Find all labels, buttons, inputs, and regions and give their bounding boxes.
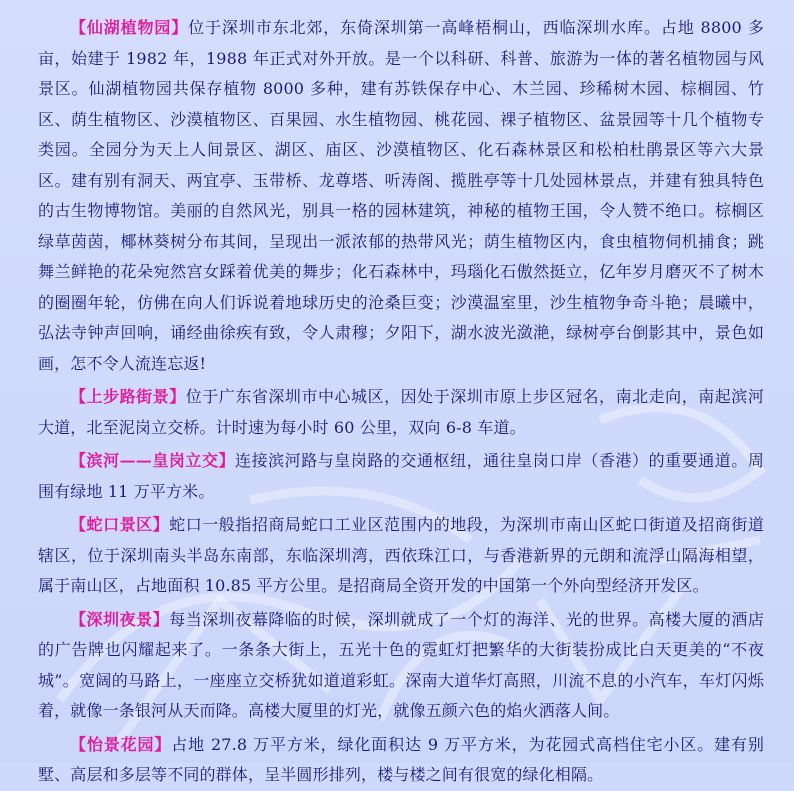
paragraph-night-view xyxy=(38,605,764,727)
paragraph-xianhu xyxy=(38,13,764,379)
paragraph-body: 位于广东省深圳市中心城区，因处于深圳市原上步区冠名，南北走向，南起滨河大道，北至泥岗立交桥。计时速为每小时 60 公里，双向 6-8 车道。 xyxy=(38,387,764,437)
paragraph-body: 蛇口一般指招商局蛇口工业区范围内的地段，为深圳市南山区蛇口街道及招商街道辖区，位于深圳南头半岛东南部，东临深圳湾，西依珠江口，与香港新界的元朗和流浮山隔海相望，属于南山区，占地面积 10.85 平方公里。是招商局全资开发的中国第一个外向型经济开发区。 xyxy=(38,515,764,595)
paragraph-body: 连接滨河路与皇岗路的交通枢纽，通往皇岗口岸（香港）的重要通道。周围有绿地 11 万平方米。 xyxy=(38,451,764,501)
paragraph-binhe xyxy=(38,446,764,507)
paragraph-title: 【蛇口景区】 xyxy=(70,515,170,534)
paragraph-title: 【滨河——皇岗立交】 xyxy=(70,451,236,470)
paragraph-title: 【怡景花园】 xyxy=(70,734,172,754)
paragraph-shekou xyxy=(38,510,764,602)
paragraph-title: 【上步路街景】 xyxy=(70,387,186,406)
paragraph-body: 位于深圳市东北郊，东倚深圳第一高峰梧桐山，西临深圳水库。占地 8800 多亩，始建于 1982 年，1988 年正式对外开放。是一个以科研、科普、旅游为一体的著名植物园与风景区。仙湖植物园共保存植物 8000 多种，建有苏铁保存中心、木兰园、珍稀树木园、棕榈园、竹区、荫生植物区、沙漠植物区、百果园、水生植物园、桃花园、裸子植物区、盆景园等十几个植物专类园。全园分为天上人间景区、湖区、庙区、沙漠植物区、化石森林景区和松柏杜鹃景区等六大景区。建有别有洞天、两宜亭、玉带桥、龙尊塔、听涛阁、揽胜亭等十几处园林景点，并建有独具特色的古生物博物馆。美丽的自然风光，别具一格的园林建筑，神秘的植物王国，令人赞不绝口。棕榈区绿草茵茵，椰林葵树分布其间，呈现出一派浓郁的热带风光；荫生植物区内，食虫植物伺机捕食；跳舞兰鲜艳的花朵宛然宫女踩着优美的舞步；化石森林中，玛瑙化石傲然挺立，亿年岁月磨灭不了树木的圈圈年轮，仿佛在向人们诉说着地球历史的沧桑巨变；沙漠温室里，沙生植物争奇斗艳；晨曦中，弘法寺钟声回响，诵经曲徐疾有致，令人肃穆；夕阳下，湖水波光潋滟，绿树亭台倒影其中，景色如画，怎不令人流连忘返! xyxy=(38,18,764,373)
paragraph-title: 【深圳夜景】 xyxy=(70,609,170,629)
paragraph-yijing xyxy=(38,730,764,791)
paragraph-shangbu xyxy=(38,382,764,443)
paragraph-body: 每当深圳夜幕降临的时候，深圳就成了一个灯的海洋、光的世界。高楼大厦的酒店的广告牌也闪耀起来了。一条条大街上，五光十色的霓虹灯把繁华的大街装扮成比白天更美的“不夜城”。宽阔的马路上，一座座立交桥犹如道道彩虹。深南大道华灯高照，川流不息的小汽车，车灯闪烁着，就像一条银河从天而降。高楼大厦里的灯光，就像五颜六色的焰火洒落人间。 xyxy=(38,609,764,720)
paragraph-title: 【仙湖植物园】 xyxy=(70,18,189,37)
paragraph-body: 占地 27.8 万平方米，绿化面积达 9 万平方米，为花园式高档住宅小区。建有别墅、高层和多层等不同的群体，呈半圆形排列，楼与楼之间有很宽的绿化相隔。 xyxy=(38,734,764,784)
